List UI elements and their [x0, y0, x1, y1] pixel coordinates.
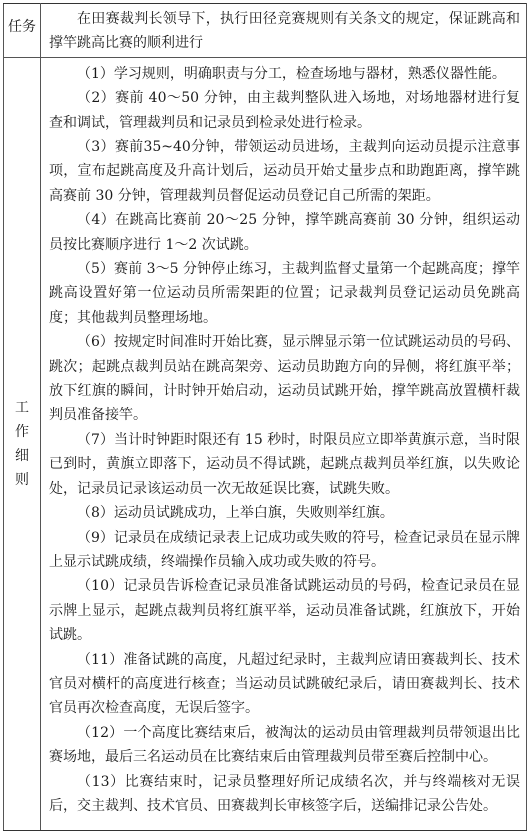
task-text: 在田赛裁判长领导下，执行田径竞赛规则有关条文的规定，保证跳高和撑竿跳高比赛的顺利进行	[49, 11, 520, 51]
task-label-cell	[4, 4, 41, 58]
detail-content-cell	[41, 57, 527, 830]
detail-item: （1）学习规则，明确职责与分工，检查场地与器材，熟悉仪器性能。	[77, 65, 506, 82]
detail-item: （7）当计时钟距时限还有 15 秒时，时限员应立即举黄旗示意，当时限已到时，黄旗立即落下，运动员不得试跳，起跳点裁判员举红旗，以失败论处，记录员记录该运动员一次无故延误比赛，试跳失败。	[49, 431, 520, 497]
detail-item: （12）一个高度比赛结束后，被淘汰的运动员由管理裁判员带领退出比赛场地，最后三名运动员在比赛结束后由管理裁判员带至赛后控制中心。	[49, 724, 520, 766]
detail-item: （8）运动员试跳成功，上举白旗，失败则举红旗。	[77, 505, 394, 522]
detail-item: （11）准备试跳的高度，凡超过纪录时，主裁判应请田赛裁判长、技术官员对横杆的高度进行核查；当运动员试跳破纪录后，请田赛裁判长、技术官员再次检查高度，无误后签字。	[49, 651, 520, 717]
detail-item: （3）赛前35~40分钟，带领运动员进场，主裁判向运动员提示注意事项，宣布起跳高度及升高计划后，运动员开始丈量步点和助跑距离，撑竿跳高赛前 30 分钟，管理裁判员督促运动员登记自己所需的架距。	[49, 139, 520, 204]
detail-label-char: 细	[15, 447, 29, 464]
detail-item: （4）在跳高比赛前 20～25 分钟，撑竿跳高赛前 30 分钟，组织运动员按比赛顺序进行 1～2 次试跳。	[49, 212, 520, 253]
detail-label	[4, 58, 40, 830]
detail-item: （6）按规定时间准时开始比赛，显示牌显示第一位试跳运动员的号码、跳次；起跳点裁判员站在跳高架旁、运动员助跑方向的异侧，将红旗平举；放下红旗的瞬间，计时钟开始启动，运动员试跳开始，撑竿跳高放置横杆裁判员准备接竿。	[49, 334, 520, 424]
task-content-cell	[41, 4, 527, 58]
rules-table	[3, 3, 527, 831]
detail-item: （5）赛前 3～5 分钟停止练习，主裁判监督丈量第一个起跳高度；撑竿跳高设置好第一位运动员所需架距的位置；记录裁判员登记运动员免跳高度；其他裁判员整理场地。	[49, 261, 520, 326]
detail-label-char: 工	[15, 399, 29, 416]
detail-items	[49, 58, 520, 819]
detail-row	[4, 57, 527, 830]
detail-item: （9）记录员在成绩记录表上记成功或失败的符号，检查记录员在显示牌上显示试跳成绩，终端操作员输入成功或失败的符号。	[49, 529, 520, 570]
detail-item: （13）比赛结束时，记录员整理好所记成绩名次，并与终端核对无误后，交主裁判、技术官员、田赛裁判长审核签字后，送编排记录公告处。	[49, 773, 520, 814]
detail-label-char: 作	[15, 423, 29, 440]
task-label: 任务	[8, 19, 36, 35]
detail-item: （2）赛前 40～50 分钟，由主裁判整队进入场地，对场地器材进行复查和调试，管理裁判员和记录员到检录处进行检录。	[49, 90, 520, 131]
detail-item: （10）记录员告诉检查记录员准备试跳运动员的号码，检查记录员在显示牌上显示，起跳点裁判员将红旗平举，运动员准备试跳，红旗放下，开始试跳。	[49, 578, 520, 644]
detail-label-cell	[4, 57, 41, 830]
detail-label-char: 则	[15, 471, 29, 488]
task-row	[4, 4, 527, 58]
